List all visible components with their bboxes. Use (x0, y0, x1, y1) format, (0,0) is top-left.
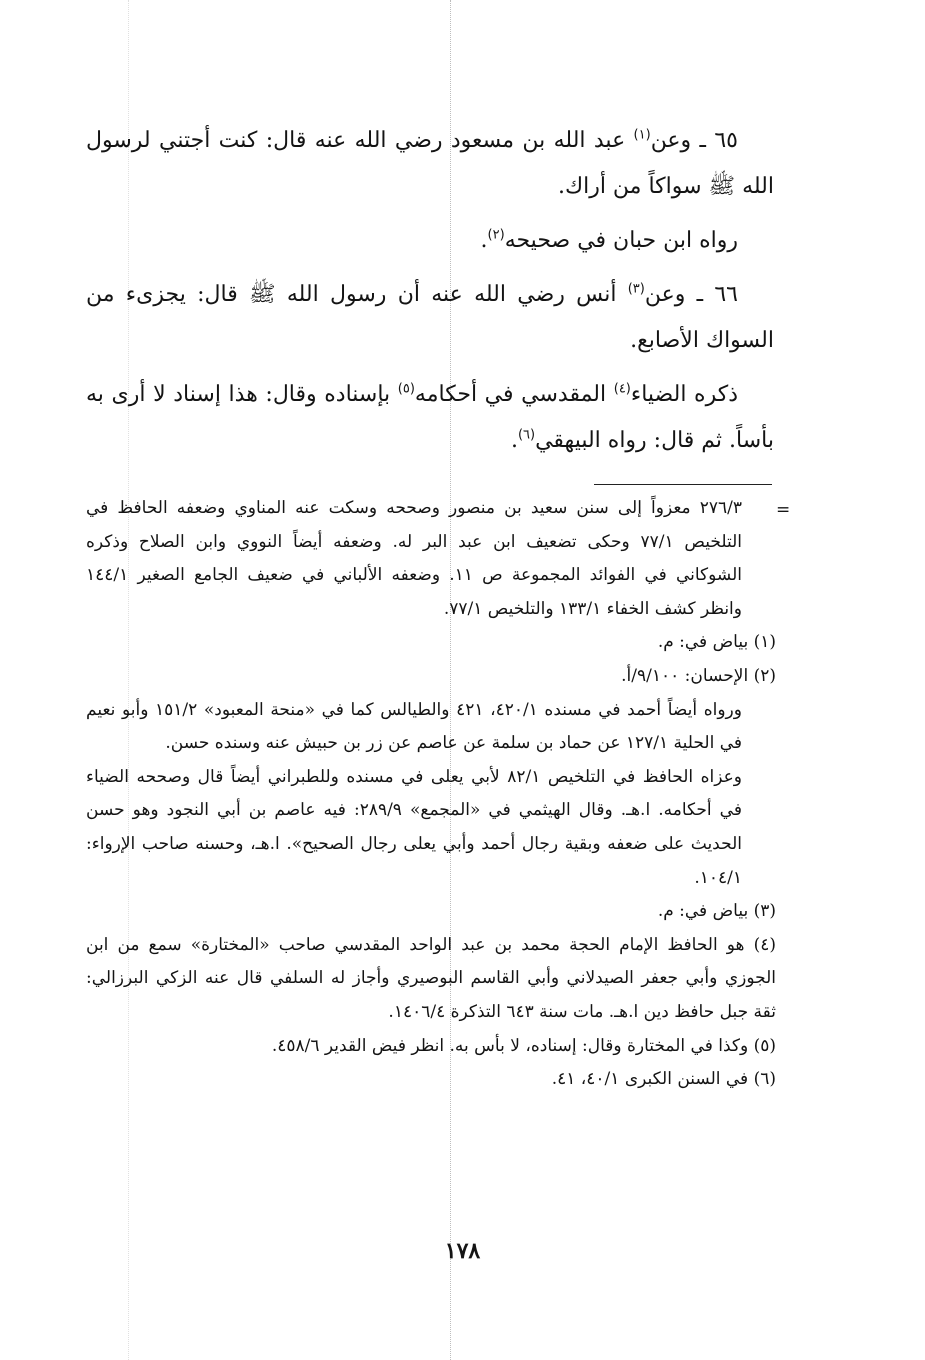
continuation-equals-mark: = (776, 500, 791, 520)
main-paragraph (86, 218, 774, 264)
footnote: وعزاه الحافظ في التلخيص ٨٢/١ لأبي يعلى في مسنده وللطبراني أيضاً قال وصححه الضياء في أحكامه. ا.هـ. وقال الهيثمي في «المجمع» ٢٨٩/٩: فيه عاصم بن أبي النجود وهو حسن الحديث على ضعفه وبقية رجال أحمد وأبي يعلى رجال الصحيح». ا.هـ، وحسنه صاحب الإرواء: ١٠٤/١. (86, 766, 742, 888)
footnote: (٣) بياض في: م. (657, 901, 776, 922)
footnotes (86, 492, 776, 1097)
main-paragraph (86, 272, 774, 364)
footnote-separator-rule (594, 484, 772, 485)
page-number: ١٧٨ (444, 1238, 481, 1264)
paragraph-text: أنس رضي الله عنه أن رسول الله ﷺ قال: يجزىء من السواك الأصابع. (86, 282, 774, 353)
main-paragraph (86, 372, 774, 464)
paragraph-text: . (510, 428, 518, 453)
footnote: ٢٧٦/٣ معزواً إلى سنن سعيد بن منصور وصححه وسكت عنه المناوي وضعفه الحافظ في التلخيص ٧٧/١ وحكى تضعيف ابن عبد البر له. وضعفه أيضاً النووي وابن الصلاح وذكره الشوكاني في الفوائد المجموعة ص ١١. وضعفه الألباني في ضعيف الجامع الصغير ١٤٤/١ وانظر كشف الخفاء ١٣٣/١ والتلخيص ٧٧/١. (86, 498, 742, 619)
paragraph-text: ذكره الضياء (630, 382, 738, 407)
footnote: (٤) هو الحافظ الإمام الحجة محمد بن عبد الواحد المقدسي صاحب «المختارة» سمع من ابن الجوزي وأبي جعفر الصيدلاني وأبي القاسم البوصيري وأجاز له السلفي قال عنه الزكي البرزالي: ثقة جبل حافظ دين ا.هـ. مات سنة ٦٤٣ التذكرة ١٤٠٦/٤. (86, 934, 776, 1022)
footnote-reference: (٣) (627, 281, 645, 297)
paragraph-text: ٦٦ ـ وعن (644, 282, 738, 307)
footnote-reference: (١) (633, 127, 651, 143)
footnote: (٥) وكذا في المختارة وقال: إسناده، لا بأس به. انظر فيض القدير ٤٥٨/٦. (271, 1035, 776, 1056)
main-paragraph (86, 118, 774, 210)
footnote: (٦) في السنن الكبرى ٤٠/١، ٤١. (551, 1069, 776, 1090)
footnote-reference: (٦) (517, 427, 536, 443)
paragraph-text: ٦٥ ـ وعن (650, 128, 738, 153)
paragraph-text: بإسناده وقال: هذا إسناد لا أرى به بأساً. ثم قال: رواه البيهقي (86, 382, 774, 453)
footnote-reference: (٢) (487, 227, 505, 243)
paragraph-text: رواه ابن حبان في صحيحه (504, 228, 738, 253)
paragraph-text: . (480, 228, 488, 253)
footnote-reference: (٤) (613, 381, 631, 397)
footnote-reference: (٥) (397, 381, 415, 397)
main-text (86, 118, 774, 464)
paragraph-text: عبد الله بن مسعود رضي الله عنه قال: كنت أجتني لرسول الله ﷺ سواكاً من أراك. (86, 128, 774, 199)
footnote: (٢) الإحسان: ٩/١٠٠/أ. (621, 665, 776, 686)
footnote: ورواه أيضاً أحمد في مسنده ٤٢٠/١، ٤٢١ والطيالس كما في «منحة المعبود» ١٥١/٢ وأبو نعيم في الحلية ١٢٧/١ عن حماد بن سلمة عن عاصم عن زر بن حبيش عنه وسنده حسن. (86, 699, 742, 754)
paragraph-text: المقدسي في أحكامه (414, 382, 614, 407)
footnote: (١) بياض في: م. (657, 632, 776, 653)
